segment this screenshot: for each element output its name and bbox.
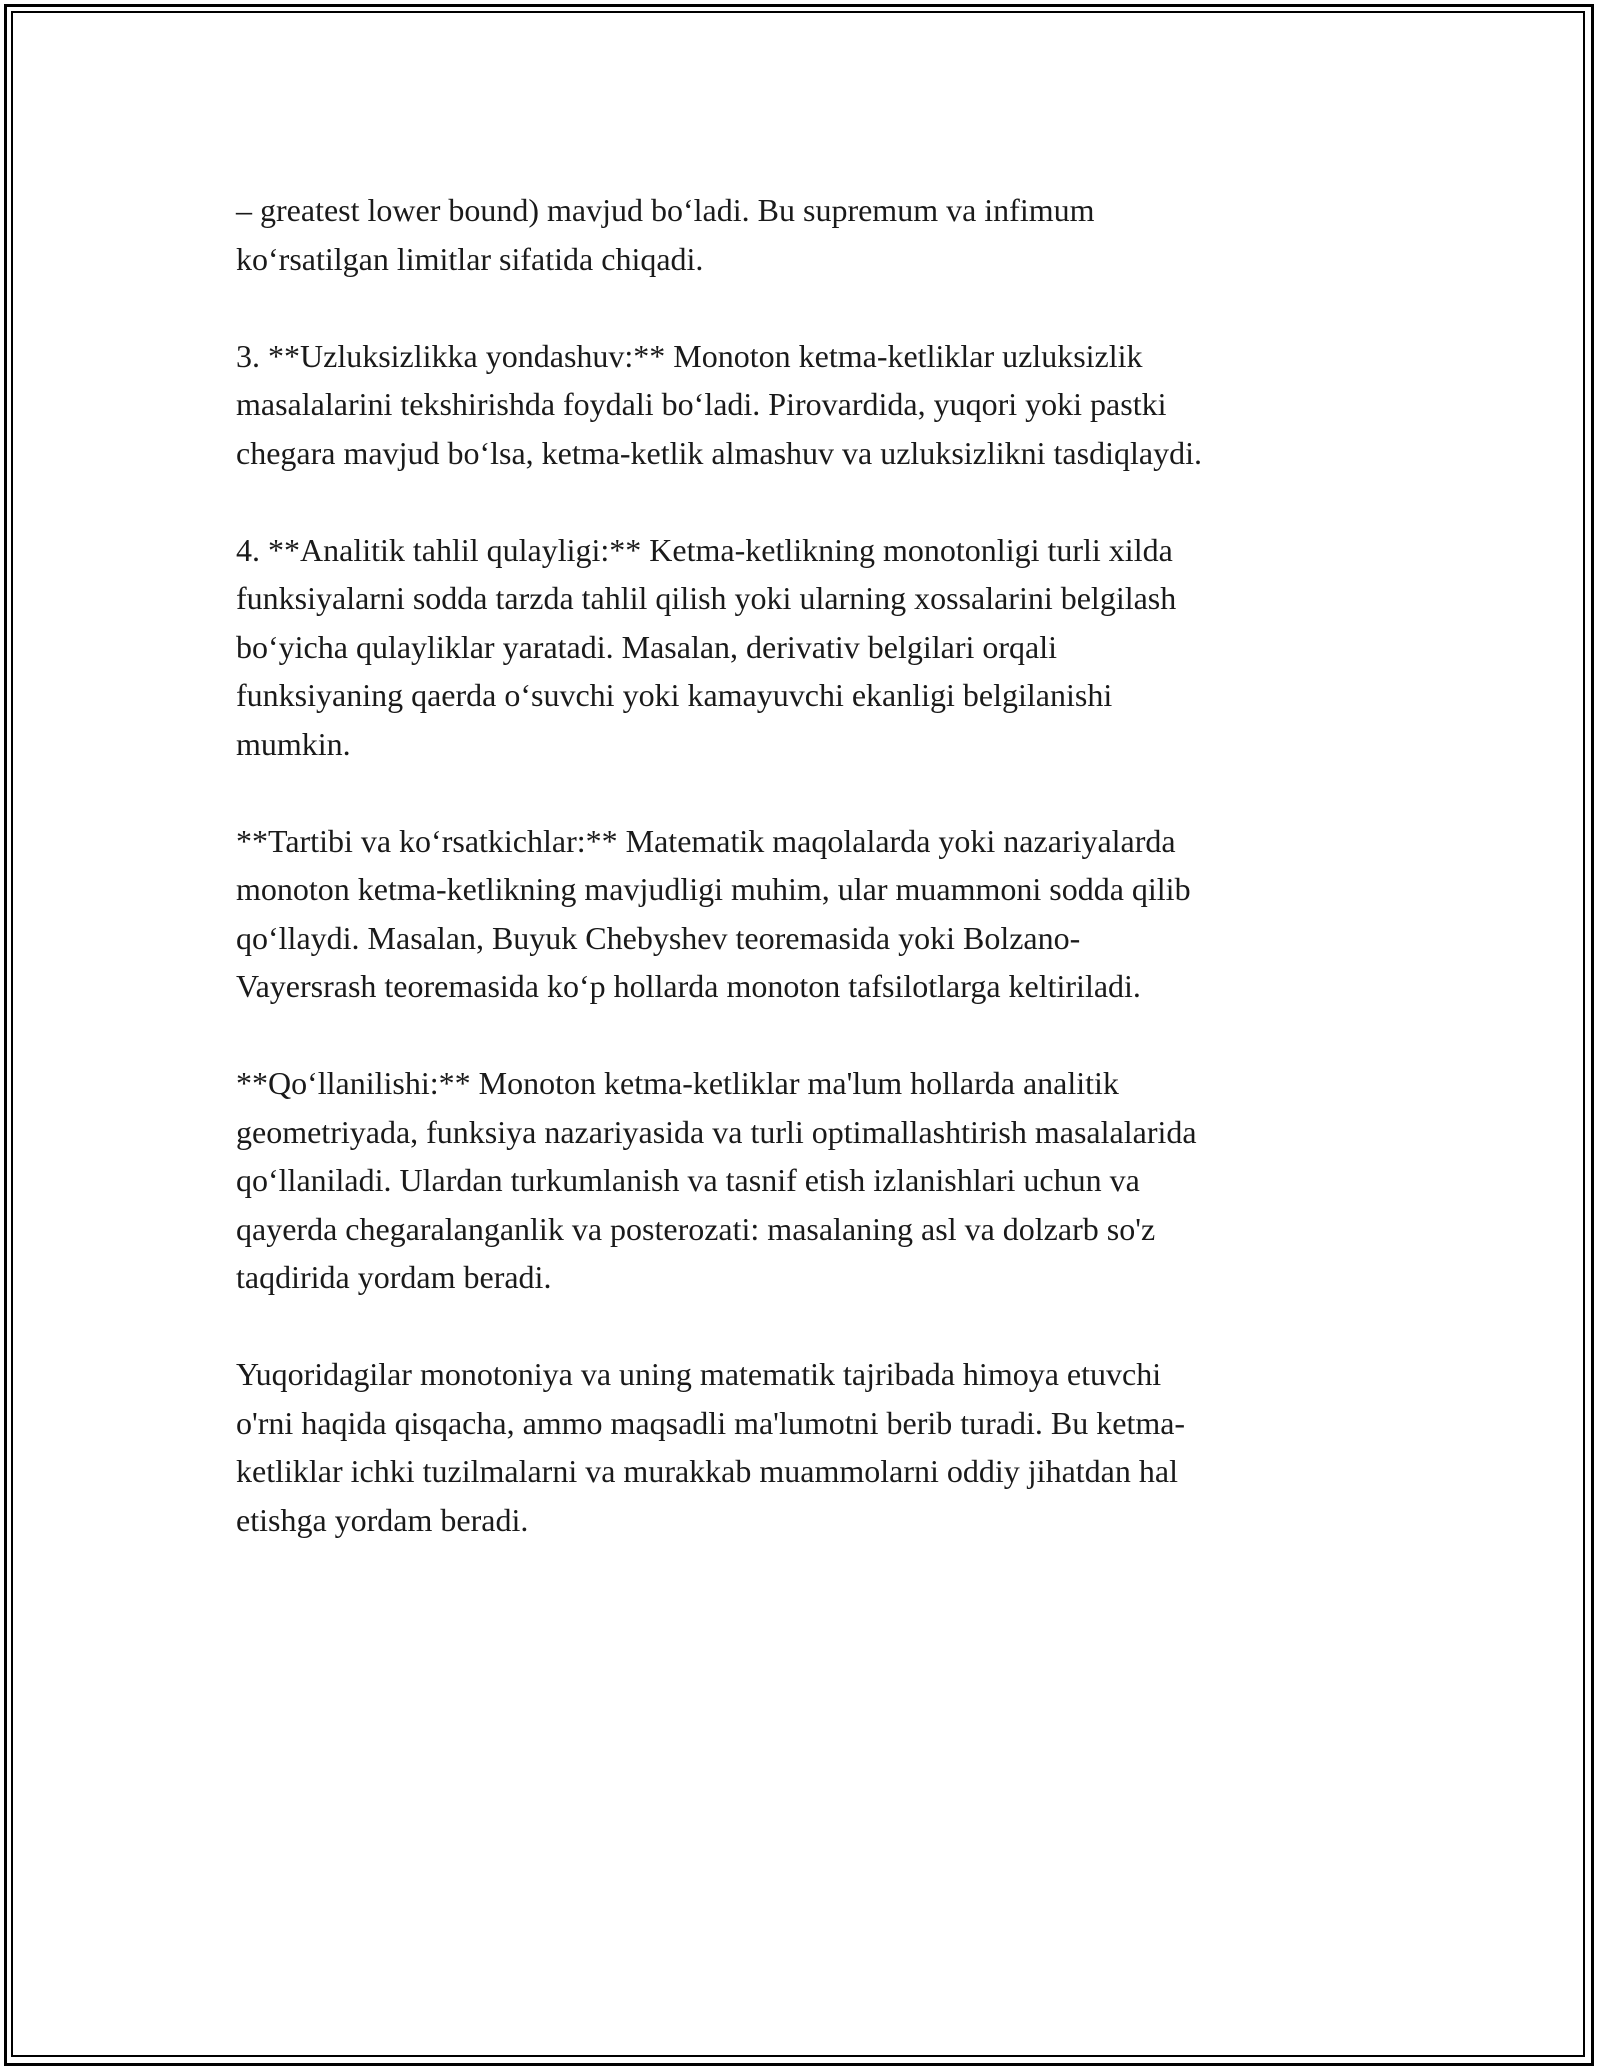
paragraph-conclusion: Yuqoridagilar monotoniya va uning matematik tajribada himoya etuvchi o'rni haqida qisqacha, ammo maqsadli ma'lumotni berib turadi. Bu ketma- ketliklar ichki tuzilmalarni va murakkab muammolarni oddiy jihatdan hal etishga yordam beradi. bbox=[236, 1356, 1186, 1538]
paragraph-order-and-indicators: **Tartibi va ko‘rsatkichlar:** Matematik maqolalarda yoki nazariyalarda monoton ketma-ketlikning mavjudligi muhim, ular muammoni sodda qilib qo‘llaydi. Masalan, Buyuk Chebyshev teoremasida yoki Bolzano- Vayersrash teoremasida ko‘p hollarda monoton tafsilotlarga keltiriladi. bbox=[236, 822, 1191, 1004]
document-body bbox=[236, 186, 1376, 1593]
paragraph-analytic-convenience: 4. **Analitik tahlil qulayligi:** Ketma-ketlikning monotonligi turli xilda funksiyalarni sodda tarzda tahlil qilish yoki ularning xossalarini belgilash bo‘yicha qulayliklar yaratadi. Masalan, derivativ belgilari orqali funksiyaning qaerda o‘suvchi yoki kamayuvchi ekanligi belgilanishi mumkin. bbox=[236, 531, 1177, 762]
paragraph-applications: **Qo‘llanilishi:** Monoton ketma-ketliklar ma'lum hollarda analitik geometriyada, funksiya nazariyasida va turli optimallashtirish masalalarida qo‘llaniladi. Ulardan turkumlanish va tasnif etish izlanishlari uchun va qayerda chegaralanganlik va posterozati: masalaning asl va dolzarb so'z taqdirida yordam beradi. bbox=[236, 1065, 1197, 1295]
paragraph-continuity-approach: 3. **Uzluksizlikka yondashuv:** Monoton ketma-ketliklar uzluksizlik masalalarini tekshirishda foydali bo‘ladi. Pirovardida, yuqori yoki pastki chegara mavjud bo‘lsa, ketma-ketlik almashuv va uzluksizlikni tasdiqlaydi. bbox=[236, 337, 1202, 471]
paragraph-bound-continuation: – greatest lower bound) mavjud bo‘ladi. Bu supremum va infimum ko‘rsatilgan limitlar sifatida chiqadi. bbox=[236, 192, 1095, 277]
